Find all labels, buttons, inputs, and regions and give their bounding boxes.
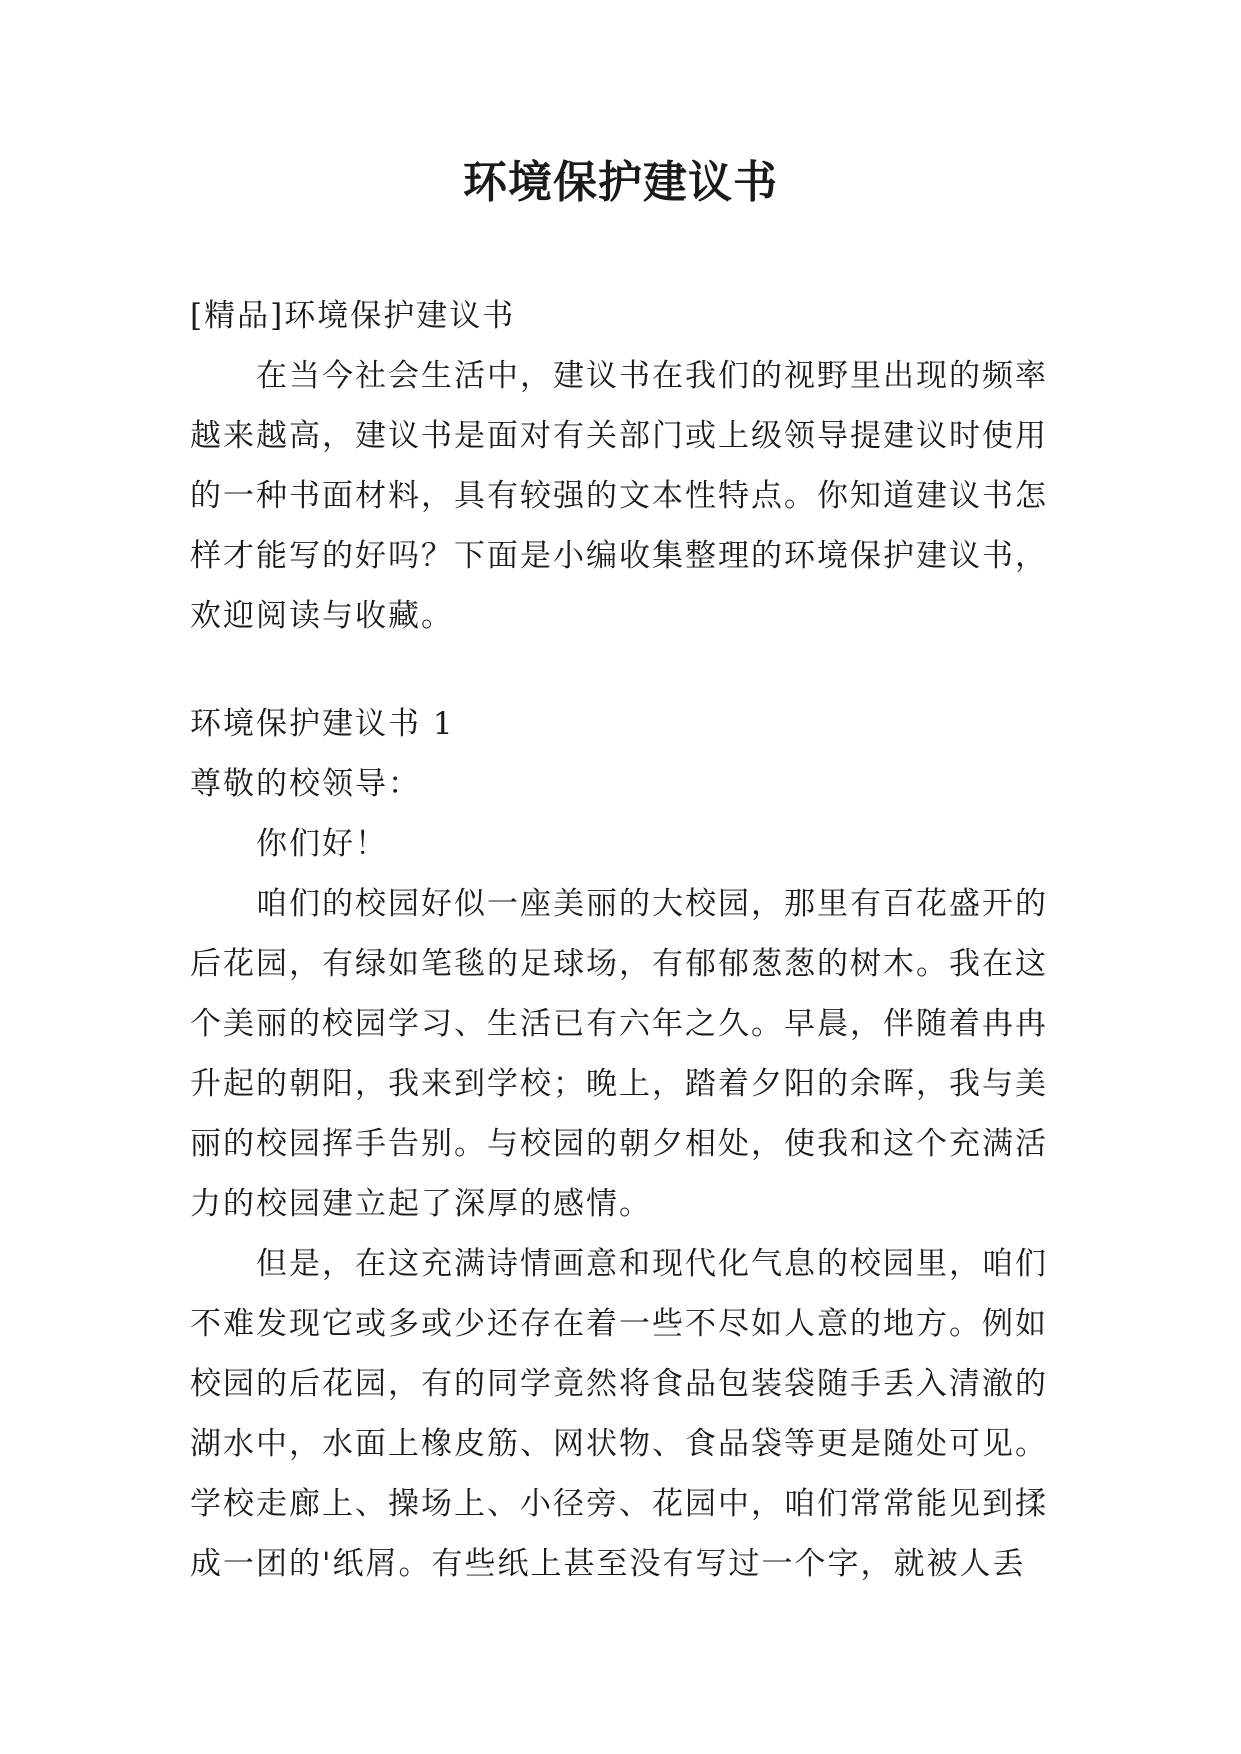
body-paragraph-1 bbox=[190, 874, 1070, 1234]
paragraph-line: 学校走廊上、操场上、小径旁、花园中，咱们常常能见到揉 bbox=[190, 1486, 1048, 1522]
paragraph-line: 后花园，有绿如笔毯的足球场，有郁郁葱葱的树木。我在这 bbox=[190, 946, 1048, 982]
paragraph-line: 咱们的校园好似一座美丽的大校园，那里有百花盛开的 bbox=[256, 886, 1048, 922]
paragraph-line: 越来越高，建议书是面对有关部门或上级领导提建议时使用 bbox=[190, 418, 1048, 454]
section-heading: 环境保护建议书 1 bbox=[190, 706, 455, 742]
intro-paragraph bbox=[190, 346, 1070, 646]
paragraph-line: 不难发现它或多或少还存在着一些不尽如人意的地方。例如 bbox=[190, 1306, 1048, 1342]
section-gap bbox=[190, 646, 1070, 694]
paragraph-line: 的一种书面材料，具有较强的文本性特点。你知道建议书怎 bbox=[190, 478, 1048, 514]
body-paragraph-2 bbox=[190, 1234, 1070, 1594]
document-title: 环境保护建议书 bbox=[463, 157, 778, 208]
salutation: 尊敬的校领导： bbox=[190, 766, 421, 802]
greeting: 你们好！ bbox=[256, 826, 388, 862]
paragraph-line: 个美丽的校园学习、生活已有六年之久。早晨，伴随着冉冉 bbox=[190, 1006, 1048, 1042]
paragraph-line: 样才能写的好吗？下面是小编收集整理的环境保护建议书， bbox=[190, 538, 1048, 574]
paragraph-line: 校园的后花园，有的同学竟然将食品包装袋随手丢入清澈的 bbox=[190, 1366, 1048, 1402]
document-subtitle: [精品]环境保护建议书 bbox=[190, 298, 516, 334]
document-body bbox=[190, 286, 1070, 1594]
paragraph-line: 成一团的'纸屑。有些纸上甚至没有写过一个字，就被人丢 bbox=[190, 1546, 1026, 1582]
paragraph-line: 但是，在这充满诗情画意和现代化气息的校园里，咱们 bbox=[256, 1246, 1048, 1282]
paragraph-line: 在当今社会生活中，建议书在我们的视野里出现的频率 bbox=[256, 358, 1048, 394]
paragraph-line: 力的校园建立起了深厚的感情。 bbox=[190, 1186, 652, 1222]
paragraph-line: 欢迎阅读与收藏。 bbox=[190, 598, 454, 634]
paragraph-line: 湖水中，水面上橡皮筋、网状物、食品袋等更是随处可见。 bbox=[190, 1426, 1048, 1462]
paragraph-line: 丽的校园挥手告别。与校园的朝夕相处，使我和这个充满活 bbox=[190, 1126, 1048, 1162]
paragraph-line: 升起的朝阳，我来到学校；晚上，踏着夕阳的余晖，我与美 bbox=[190, 1066, 1048, 1102]
